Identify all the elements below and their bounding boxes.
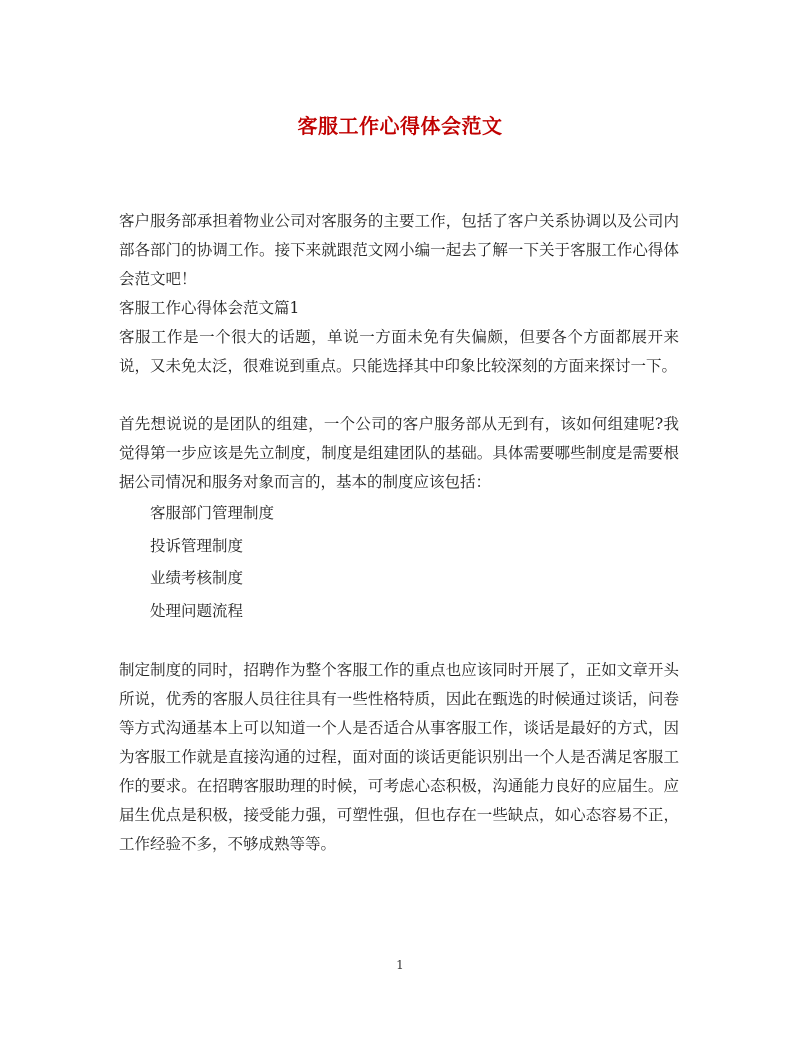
list-item: 业绩考核制度 [150,569,244,587]
page-number: 1 [396,958,404,972]
policy-list [119,497,679,627]
list-item: 处理问题流程 [150,601,244,620]
paragraph-3: 制定制度的同时，招聘作为整个客服工作的重点也应该同时开展了，正如文章开头所说，优秀的客服人员往往具有一些性格特质，因此在甄选的时候通过谈话，问卷等方式沟通基本上可以知道一个人是否适合从事客服工作，谈话是最好的方式，因为客服工作就是直接沟通的过程，面对面的谈话更能识别出一个人是否满足客服工作的要求。在招聘客服助理的时候，可考虑心态积极，沟通能力良好的应届生。应届生优点是积极，接受能力强，可塑性强，但也存在一些缺点，如心态容易不正，工作经验不多，不够成熟等等。 [119,661,679,853]
list-item: 投诉管理制度 [150,536,244,555]
list-item: 客服部门管理制度 [150,504,275,522]
document-body [119,207,679,859]
intro-paragraph: 客户服务部承担着物业公司对客服务的主要工作，包括了客户关系协调以及公司内部各部门的协调工作。接下来就跟范文网小编一起去了解一下关于客服工作心得体会范文吧！ [119,212,679,288]
paragraph-spacer [119,381,679,410]
paragraph-2: 首先想说说的是团队的组建，一个公司的客户服务部从无到有，该如何组建呢?我觉得第一步应该是先立制度，制度是组建团队的基础。具体需要哪些制度是需要根据公司情况和服务对象而言的，基本的制度应该包括： [119,415,679,491]
paragraph-spacer [119,627,679,656]
paragraph-1: 客服工作是一个很大的话题，单说一方面未免有失偏颇，但要各个方面都展开来说，又未免太泛，很难说到重点。只能选择其中印象比较深刻的方面来探讨一下。 [119,328,679,375]
page-title: 客服工作心得体会范文 [297,114,503,138]
section-heading: 客服工作心得体会范文篇1 [119,299,300,317]
